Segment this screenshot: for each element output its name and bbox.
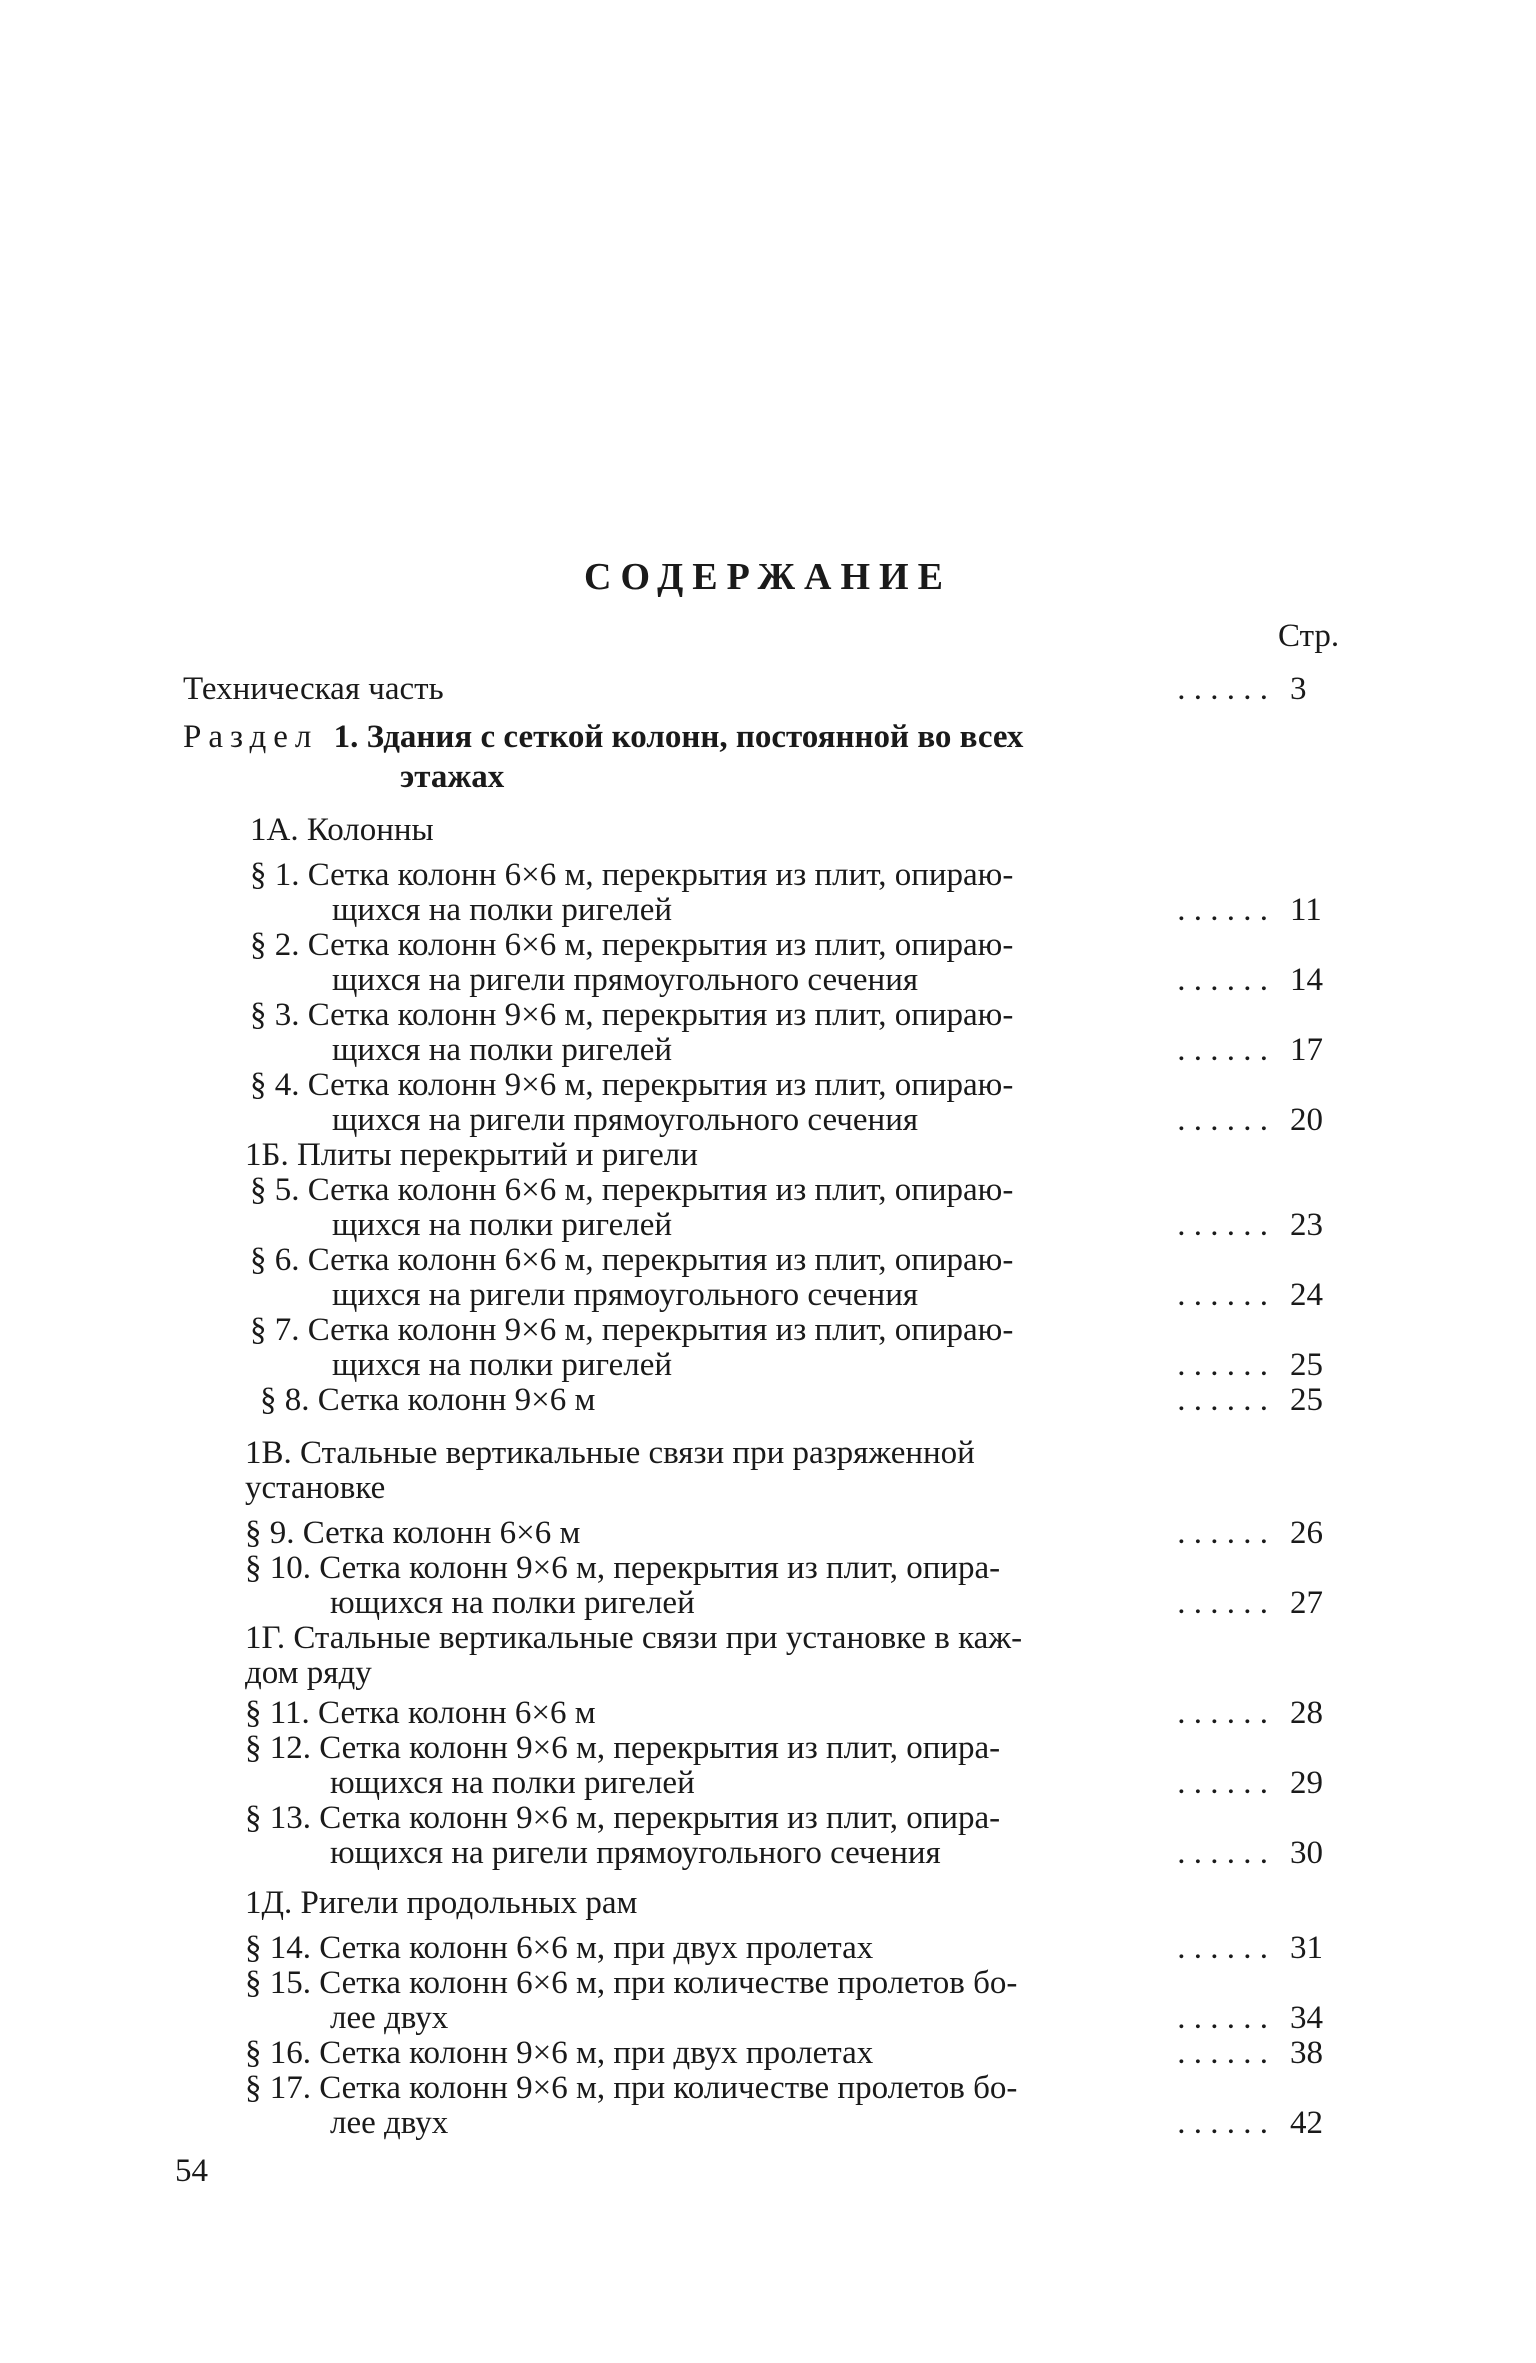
dot-leader: . . . . . . (1177, 1102, 1268, 1138)
toc-row (0, 1928, 1536, 1968)
toc-entry-text: § 3. Сетка колонн 9×6 м, перекрытия из плит, опираю- (250, 997, 1014, 1033)
toc-row (0, 1468, 1536, 1508)
toc-row (0, 925, 1536, 965)
toc-entry-text: § 2. Сетка колонн 6×6 м, перекрытия из плит, опираю- (250, 927, 1014, 963)
toc-entry-text: § 5. Сетка колонн 6×6 м, перекрытия из плит, опираю- (250, 1172, 1014, 1208)
toc-row (0, 1763, 1536, 1803)
toc-entry-text: § 12. Сетка колонн 9×6 м, перекрытия из плит, опира- (245, 1730, 1001, 1766)
toc-row (0, 855, 1536, 895)
toc-page-number: 20 (1290, 1102, 1323, 1138)
toc-row (0, 1030, 1536, 1070)
toc-row (0, 1310, 1536, 1350)
toc-entry-text: § 9. Сетка колонн 6×6 м (245, 1515, 581, 1551)
toc-row (0, 1548, 1536, 1588)
dot-leader: . . . . . . (1177, 671, 1268, 707)
toc-row (0, 1205, 1536, 1245)
section-title: 1. Здания с сеткой колонн, постоянной во всех (333, 719, 1024, 755)
toc-entry-text: этажах (400, 759, 505, 795)
dot-leader: . . . . . . (1177, 892, 1268, 928)
toc-row (0, 960, 1536, 1000)
toc-entry-text: щихся на ригели прямоугольного сечения (332, 962, 919, 998)
toc-entry-text: § 10. Сетка колонн 9×6 м, перекрытия из плит, опира- (245, 1550, 1001, 1586)
toc-row (0, 1653, 1536, 1693)
toc-entry-text: § 4. Сетка колонн 9×6 м, перекрытия из плит, опираю- (250, 1067, 1014, 1103)
dot-leader: . . . . . . (1177, 1585, 1268, 1621)
toc-entry-text: § 13. Сетка колонн 9×6 м, перекрытия из плит, опира- (245, 1800, 1001, 1836)
toc-row (0, 1693, 1536, 1733)
dot-leader: . . . . . . (1177, 2105, 1268, 2141)
dot-leader: . . . . . . (1177, 1835, 1268, 1871)
toc-page-number: 42 (1290, 2105, 1323, 2141)
toc-entry-text: дом ряду (245, 1655, 372, 1691)
toc-entry-text: § 14. Сетка колонн 6×6 м, при двух пролетах (245, 1930, 874, 1966)
toc-page-number: 3 (1290, 671, 1307, 707)
toc-row (0, 757, 1536, 797)
toc-row (0, 810, 1536, 850)
toc-row (0, 1618, 1536, 1658)
toc-entry-text: щихся на ригели прямоугольного сечения (332, 1102, 919, 1138)
toc-entry-text: щихся на полки ригелей (332, 1347, 673, 1383)
dot-leader: . . . . . . (1177, 2035, 1268, 2071)
toc-entry-text: щихся на полки ригелей (332, 1032, 673, 1068)
dot-leader: . . . . . . (1177, 1930, 1268, 1966)
toc-entry-text: 1Г. Стальные вертикальные связи при установке в каж- (245, 1620, 1023, 1656)
dot-leader: . . . . . . (1177, 1765, 1268, 1801)
toc-row (0, 1380, 1536, 1420)
toc-entry-text: ющихся на полки ригелей (330, 1585, 695, 1621)
toc-page-number: 27 (1290, 1585, 1323, 1621)
toc-entry-text: щихся на полки ригелей (332, 1207, 673, 1243)
toc-page-number: 38 (1290, 2035, 1323, 2071)
toc-row (0, 1833, 1536, 1873)
toc-entry-text: § 7. Сетка колонн 9×6 м, перекрытия из плит, опираю- (250, 1312, 1014, 1348)
toc-entry-text: § 1. Сетка колонн 6×6 м, перекрытия из плит, опираю- (250, 857, 1014, 893)
toc-entry-text: § 17. Сетка колонн 9×6 м, при количестве пролетов бо- (245, 2070, 1018, 2106)
toc-page-number: 30 (1290, 1835, 1323, 1871)
dot-leader: . . . . . . (1177, 1347, 1268, 1383)
toc-row (0, 1135, 1536, 1175)
toc-page-number: 28 (1290, 1695, 1323, 1731)
toc-row (0, 1998, 1536, 2038)
dot-leader: . . . . . . (1177, 1382, 1268, 1418)
toc-row (0, 717, 1536, 757)
toc-page-number: 17 (1290, 1032, 1323, 1068)
dot-leader: . . . . . . (1177, 1277, 1268, 1313)
toc-row (0, 2103, 1536, 2143)
toc-entry-text: ющихся на ригели прямоугольного сечения (330, 1835, 941, 1871)
toc-page-number: 29 (1290, 1765, 1323, 1801)
toc-entry-text: § 15. Сетка колонн 6×6 м, при количестве пролетов бо- (245, 1965, 1018, 2001)
toc-page-number: 25 (1290, 1382, 1323, 1418)
toc-entry-text: 1В. Стальные вертикальные связи при разряженной (245, 1435, 975, 1471)
toc-entry-text: § 11. Сетка колонн 6×6 м (245, 1695, 596, 1731)
toc-row (0, 1728, 1536, 1768)
toc-page-number: 23 (1290, 1207, 1323, 1243)
toc-entry-text: щихся на полки ригелей (332, 892, 673, 928)
dot-leader: . . . . . . (1177, 1032, 1268, 1068)
toc-row (0, 1513, 1536, 1553)
toc-entry-text: 1Д. Ригели продольных рам (245, 1885, 638, 1921)
toc-row (0, 1963, 1536, 2003)
toc-row (0, 890, 1536, 930)
toc-row (0, 1345, 1536, 1385)
toc-row (0, 669, 1536, 709)
toc-row (0, 1240, 1536, 1280)
toc-row (0, 1583, 1536, 1623)
dot-leader: . . . . . . (1177, 2000, 1268, 2036)
dot-leader: . . . . . . (1177, 1695, 1268, 1731)
toc-page-number: 24 (1290, 1277, 1323, 1313)
toc-row (0, 2068, 1536, 2108)
dot-leader: . . . . . . (1177, 962, 1268, 998)
toc-row (0, 995, 1536, 1035)
toc-row (0, 1275, 1536, 1315)
toc-row (0, 1433, 1536, 1473)
toc-page-number: 11 (1290, 892, 1322, 928)
toc-page-number: 25 (1290, 1347, 1323, 1383)
toc-page-number: 31 (1290, 1930, 1323, 1966)
toc-entry-text: ющихся на полки ригелей (330, 1765, 695, 1801)
toc-entry-text: лее двух (330, 2000, 449, 2036)
toc-row (0, 1100, 1536, 1140)
section-prefix: Раздел (183, 719, 334, 755)
dot-leader: . . . . . . (1177, 1207, 1268, 1243)
toc-page-number: 34 (1290, 2000, 1323, 2036)
dot-leader: . . . . . . (1177, 1515, 1268, 1551)
toc-row (0, 1065, 1536, 1105)
toc-entry-text: § 16. Сетка колонн 9×6 м, при двух пролетах (245, 2035, 874, 2071)
toc-row (0, 1170, 1536, 1210)
page-number: 54 (175, 2153, 208, 2189)
page-title: СОДЕРЖАНИЕ (584, 556, 952, 598)
toc-row (0, 1798, 1536, 1838)
toc-page-number: 26 (1290, 1515, 1323, 1551)
toc-entry-text (183, 717, 1023, 757)
toc-entry-text: установке (245, 1470, 386, 1506)
toc-entry-text: § 6. Сетка колонн 6×6 м, перекрытия из плит, опираю- (250, 1242, 1014, 1278)
toc-row (0, 1883, 1536, 1923)
toc-row (0, 2033, 1536, 2073)
toc-entry-text: Техническая часть (183, 671, 444, 707)
page-column-label: Стр. (1278, 618, 1340, 654)
toc-entry-text: 1Б. Плиты перекрытий и ригели (245, 1137, 698, 1173)
toc-entry-text: щихся на ригели прямоугольного сечения (332, 1277, 919, 1313)
toc-page-number: 14 (1290, 962, 1323, 998)
toc-entry-text: 1А. Колонны (250, 812, 434, 848)
toc-entry-text: лее двух (330, 2105, 449, 2141)
toc-entry-text: § 8. Сетка колонн 9×6 м (260, 1382, 596, 1418)
